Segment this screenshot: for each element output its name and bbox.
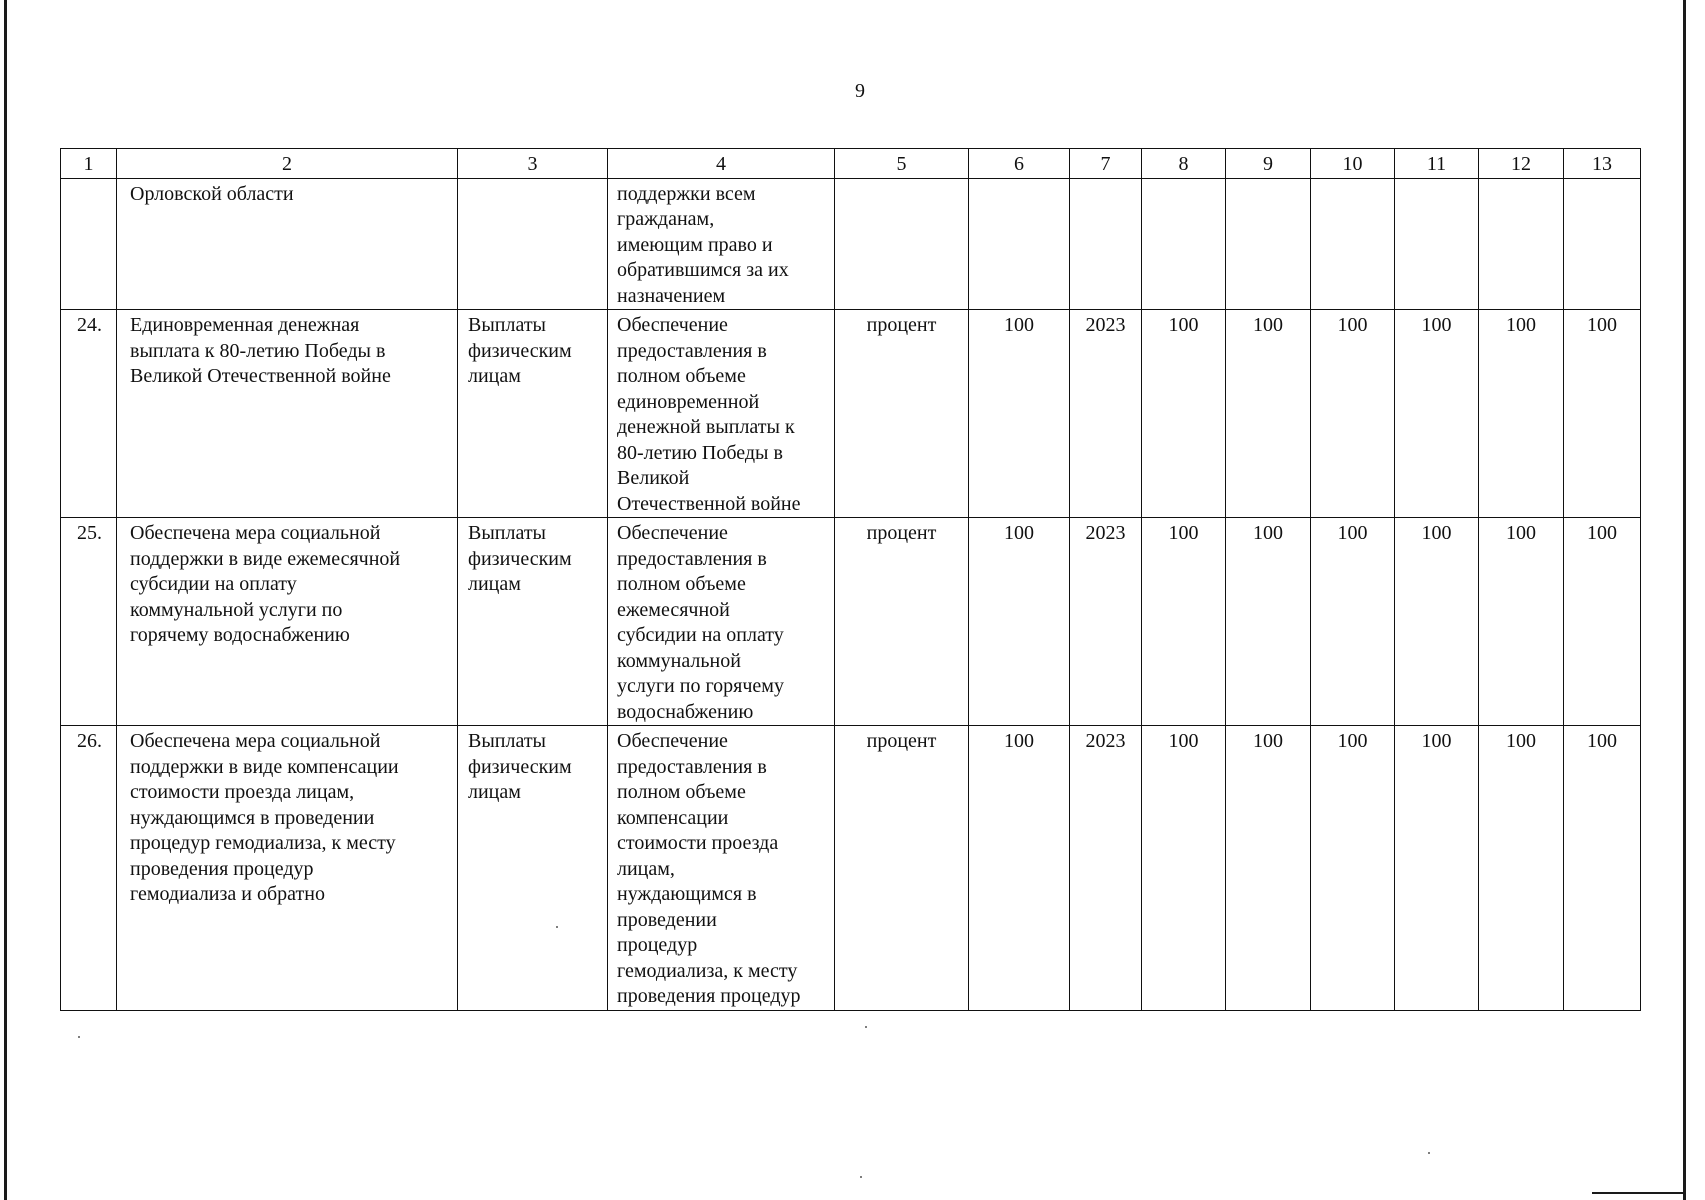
value-col-9: 100 [1226, 310, 1311, 518]
header-cell-7: 7 [1070, 149, 1142, 179]
value-col-8: 100 [1142, 518, 1226, 726]
base-value: 100 [969, 310, 1070, 518]
indicator-name: Обеспечена мера социальной поддержки в виде ежемесячной субсидии на оплату коммунальной услуги по горячему водоснабжению [117, 518, 458, 726]
row-number: 24. [61, 310, 117, 518]
header-cell-12: 12 [1479, 149, 1564, 179]
unit: процент [835, 310, 969, 518]
value-col-11: 100 [1395, 310, 1479, 518]
unit: процент [835, 726, 969, 1011]
indicator-description: Обеспечение предоставления в полном объеме ежемесячной субсидии на оплату коммунальной услуги по горячему водоснабжению [608, 518, 835, 726]
indicator-description: Обеспечение предоставления в полном объеме компенсации стоимости проезда лицам, нуждающимся в проведении процедур гемодиализа, к месту проведения процедур [608, 726, 835, 1011]
header-cell-6: 6 [969, 149, 1070, 179]
indicator-name: Орловской области [117, 178, 458, 310]
table-row [61, 518, 1641, 726]
value-col-12: 100 [1479, 310, 1564, 518]
value-col-8: 100 [1142, 310, 1226, 518]
table-header-row [61, 149, 1641, 179]
header-cell-3: 3 [458, 149, 608, 179]
header-cell-13: 13 [1564, 149, 1641, 179]
value-col-10: 100 [1311, 726, 1395, 1011]
scan-border-left [4, 0, 7, 1200]
table-row [61, 178, 1641, 310]
base-year: 2023 [1070, 310, 1142, 518]
value-col-9: 100 [1226, 726, 1311, 1011]
base-value [969, 178, 1070, 310]
value-col-8 [1142, 178, 1226, 310]
value-col-10: 100 [1311, 518, 1395, 726]
header-cell-4: 4 [608, 149, 835, 179]
base-year [1070, 178, 1142, 310]
scan-speck [860, 1176, 862, 1178]
value-col-11: 100 [1395, 726, 1479, 1011]
value-col-13: 100 [1564, 726, 1641, 1011]
header-cell-8: 8 [1142, 149, 1226, 179]
value-col-13 [1564, 178, 1641, 310]
value-col-9: 100 [1226, 518, 1311, 726]
header-cell-10: 10 [1311, 149, 1395, 179]
indicator-name: Единовременная денежная выплата к 80-летию Победы в Великой Отечественной войне [117, 310, 458, 518]
header-cell-5: 5 [835, 149, 969, 179]
table-row [61, 726, 1641, 1011]
row-number: 25. [61, 518, 117, 726]
indicators-table [60, 148, 1641, 1011]
row-number: 26. [61, 726, 117, 1011]
base-value: 100 [969, 518, 1070, 726]
page-number: 9 [855, 80, 865, 102]
indicator-type: Выплаты физическим лицам [458, 310, 608, 518]
value-col-10 [1311, 178, 1395, 310]
base-year: 2023 [1070, 518, 1142, 726]
value-col-11 [1395, 178, 1479, 310]
scan-border-right [1683, 0, 1686, 1200]
indicator-name: Обеспечена мера социальной поддержки в виде компенсации стоимости проезда лицам, нуждающимся в проведении процедур гемодиализа, к месту проведения процедур гемодиализа и обратно [117, 726, 458, 1011]
value-col-12: 100 [1479, 726, 1564, 1011]
header-cell-11: 11 [1395, 149, 1479, 179]
indicator-description: поддержки всем гражданам, имеющим право и обратившимся за их назначением [608, 178, 835, 310]
scan-speck [78, 1036, 80, 1038]
value-col-9 [1226, 178, 1311, 310]
scan-speck [865, 1026, 867, 1028]
header-cell-1: 1 [61, 149, 117, 179]
indicator-description: Обеспечение предоставления в полном объеме единовременной денежной выплаты к 80-летию Победы в Великой Отечественной войне [608, 310, 835, 518]
base-value: 100 [969, 726, 1070, 1011]
base-year: 2023 [1070, 726, 1142, 1011]
scan-border-bottom [1592, 1192, 1686, 1194]
value-col-13: 100 [1564, 518, 1641, 726]
value-col-12 [1479, 178, 1564, 310]
value-col-8: 100 [1142, 726, 1226, 1011]
row-number [61, 178, 117, 310]
table-row [61, 310, 1641, 518]
indicator-type: Выплаты физическим лицам [458, 518, 608, 726]
unit [835, 178, 969, 310]
scan-speck [556, 926, 558, 928]
header-cell-9: 9 [1226, 149, 1311, 179]
value-col-10: 100 [1311, 310, 1395, 518]
header-cell-2: 2 [117, 149, 458, 179]
value-col-13: 100 [1564, 310, 1641, 518]
indicator-type [458, 178, 608, 310]
indicator-type: Выплаты физическим лицам [458, 726, 608, 1011]
value-col-12: 100 [1479, 518, 1564, 726]
unit: процент [835, 518, 969, 726]
scan-speck [1428, 1152, 1430, 1154]
value-col-11: 100 [1395, 518, 1479, 726]
